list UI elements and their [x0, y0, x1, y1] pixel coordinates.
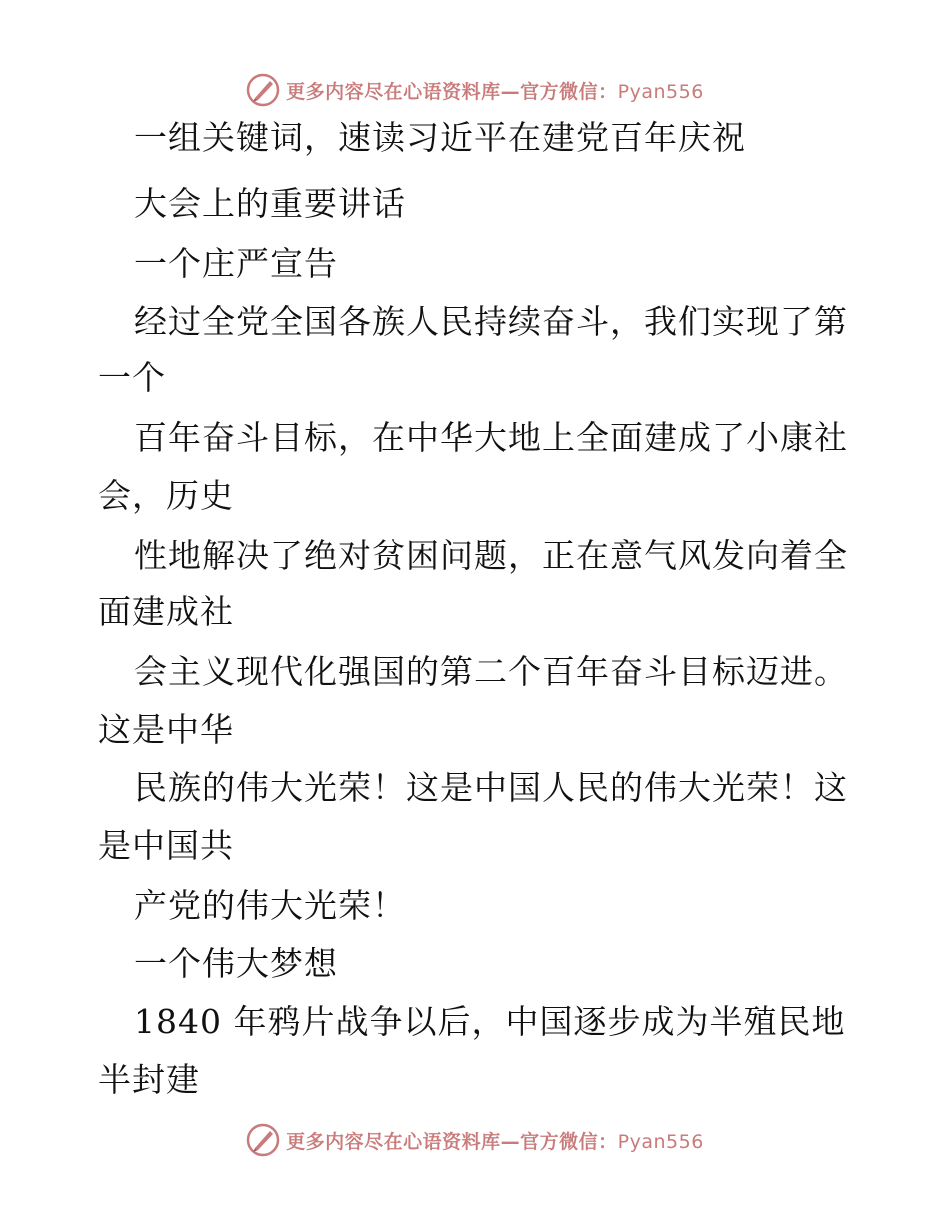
text-line: 一个: [98, 358, 166, 397]
text-line: 是中国共: [98, 826, 234, 865]
text-line: 一个庄严宣告: [134, 244, 338, 283]
text-line: 会，历史: [98, 476, 234, 515]
watermark-text: 更多内容尽在心语资料库—官方微信：Pyan556: [286, 80, 704, 103]
quill-pen-logo-icon: [246, 73, 280, 107]
watermark-text: 更多内容尽在心语资料库—官方微信：Pyan556: [286, 1130, 704, 1153]
text-line: 一组关键词，速读习近平在建党百年庆祝: [134, 118, 746, 157]
text-line: 1840 年鸦片战争以后，中国逐步成为半殖民地: [134, 1002, 846, 1041]
header-watermark: [0, 70, 950, 110]
text-line: 面建成社: [98, 592, 234, 631]
text-line: 经过全党全国各族人民持续奋斗，我们实现了第: [134, 302, 848, 341]
quill-pen-logo-icon: [246, 1123, 280, 1157]
footer-watermark: [0, 1120, 950, 1160]
text-line: 百年奋斗目标，在中华大地上全面建成了小康社: [134, 418, 848, 457]
text-line: 会主义现代化强国的第二个百年奋斗目标迈进。: [134, 652, 848, 691]
text-line: 产党的伟大光荣！: [134, 886, 406, 925]
text-line: 一个伟大梦想: [134, 944, 338, 983]
text-line: 这是中华: [98, 710, 234, 749]
text-line: 大会上的重要讲话: [134, 184, 406, 223]
text-line: 半封建: [98, 1060, 200, 1099]
text-line: 性地解决了绝对贫困问题，正在意气风发向着全: [134, 536, 848, 575]
text-line: 民族的伟大光荣！这是中国人民的伟大光荣！这: [134, 768, 848, 807]
